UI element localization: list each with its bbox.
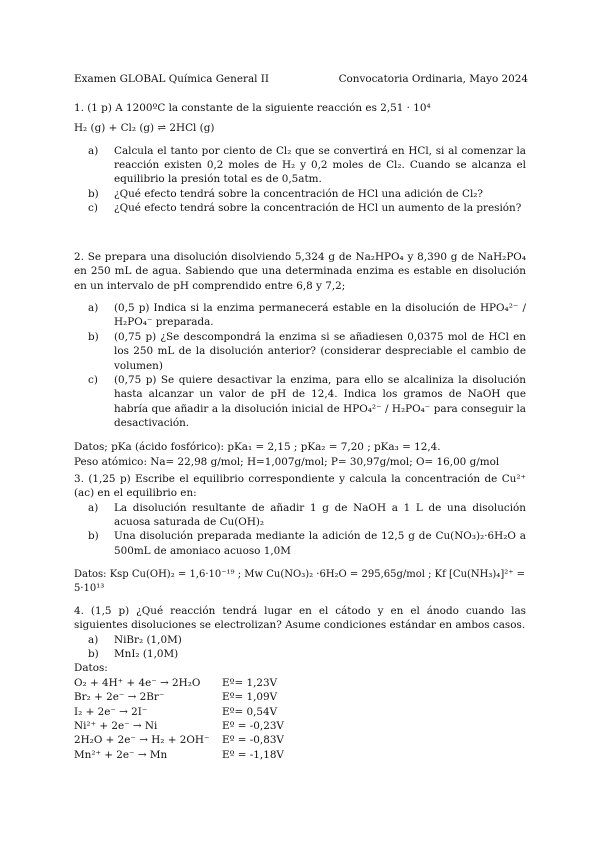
question-4-item-a bbox=[88, 633, 526, 647]
standard-potential: Eº= 1,09V bbox=[222, 691, 278, 704]
half-reaction: O₂ + 4H⁺ + 4e⁻ → 2H₂O bbox=[74, 676, 201, 689]
item-label: a) bbox=[88, 633, 99, 646]
question-2-item-b bbox=[88, 330, 526, 373]
half-reaction: I₂ + 2e⁻ → 2I⁻ bbox=[74, 705, 148, 718]
question-1-statement: 1. (1 p) A 1200ºC la constante de la siguiente reacción es 2,51 · 10⁴ bbox=[74, 102, 431, 114]
item-text: Calcula el tanto por ciento de Cl₂ que se convertirá en HCl, si al comenzar la reacción existen 0,2 moles de H₂ y 0,2 moles de Cl₂. Cuando se alcanza el equilibrio la presión total es de 0,5atm. bbox=[114, 144, 526, 186]
question-2-items bbox=[74, 301, 526, 430]
question-3-data: Datos: Ksp Cu(OH)₂ = 1,6·10⁻¹⁹ ; Mw Cu(NO₃)₂ ·6H₂O = 295,65g/mol ; Kf [Cu(NH₃)₄]²⁺ = 5·10¹³ bbox=[74, 569, 526, 594]
question-1-reaction: H₂ (g) + Cl₂ (g) ⇌ 2HCl (g) bbox=[74, 122, 215, 135]
item-text: La disolución resultante de añadir 1 g de NaOH a 1 L de una disolución acuosa saturada de Cu(OH)₂ bbox=[114, 501, 526, 529]
potential-row bbox=[74, 690, 284, 704]
reduction-potentials-table bbox=[74, 676, 284, 762]
question-1-item-c bbox=[88, 201, 526, 215]
item-label: b) bbox=[88, 648, 99, 661]
question-2-statement: 2. Se prepara una disolución disolviendo 5,324 g de Na₂HPO₄ y 8,390 g de NaH₂PO₄ en 250 mL de agua. Sabiendo que una determinada enzima es estable en disolución en un intervalo de pH comprendido entre 6,8 y 7,2; bbox=[74, 251, 526, 292]
standard-potential: Eº = -0,23V bbox=[222, 719, 284, 732]
question-2 bbox=[74, 250, 526, 469]
item-text: NiBr₂ (1,0M) bbox=[114, 633, 182, 646]
question-4-data-title: Datos: bbox=[74, 662, 108, 675]
half-reaction: Mn²⁺ + 2e⁻ → Mn bbox=[74, 748, 168, 761]
half-reaction: 2H₂O + 2e⁻ → H₂ + 2OH⁻ bbox=[74, 734, 210, 747]
question-4-statement: 4. (1,5 p) ¿Qué reacción tendrá lugar en el cátodo y en el ánodo cuando las siguientes disoluciones se electrolizan? Asume condiciones estándar en ambos casos. bbox=[74, 605, 526, 632]
question-1-items bbox=[74, 144, 526, 216]
standard-potential: Eº= 0,54V bbox=[222, 705, 278, 718]
potential-row bbox=[74, 748, 284, 762]
question-1-item-a bbox=[88, 144, 526, 187]
potential-row bbox=[74, 719, 284, 733]
question-1 bbox=[74, 101, 526, 216]
item-text: (0,5 p) Indica si la enzima permanecerá estable en la disolución de HPO₄²⁻ / H₂PO₄⁻ preparada. bbox=[114, 302, 526, 329]
question-2-data-pka: Datos; pKa (ácido fosfórico): pKa₁ = 2,15 ; pKa₂ = 7,20 ; pKa₃ = 12,4. bbox=[74, 441, 441, 454]
standard-potential: Eº = -0,83V bbox=[222, 734, 284, 747]
item-label: b) bbox=[88, 330, 99, 343]
item-label: c) bbox=[88, 373, 98, 386]
question-3 bbox=[74, 472, 526, 596]
exam-session: Convocatoria Ordinaria, Mayo 2024 bbox=[338, 73, 528, 85]
item-text: (0,75 p) Se quiere desactivar la enzima, para ello se alcaliniza la disolución hasta alcanzar un valor de pH de 12,4. Indica los gramos de NaOH que habría que añadir a la disolución inicial de HPO₄²⁻ / H₂PO₄⁻ para conseguir la desactivación. bbox=[114, 373, 526, 429]
item-label: b) bbox=[88, 187, 99, 200]
question-3-item-a bbox=[88, 501, 526, 530]
half-reaction: Ni²⁺ + 2e⁻ → Ni bbox=[74, 719, 158, 732]
item-label: a) bbox=[88, 501, 99, 514]
standard-potential: Eº= 1,23V bbox=[222, 676, 278, 689]
question-3-item-b bbox=[88, 529, 526, 558]
item-text: Una disolución preparada mediante la adición de 12,5 g de Cu(NO₃)₂·6H₂O a 500mL de amoniaco acuoso 1,0M bbox=[114, 530, 526, 557]
page-header bbox=[74, 72, 528, 86]
standard-potential: Eº = -1,18V bbox=[222, 748, 284, 761]
item-label: a) bbox=[88, 144, 99, 157]
question-2-item-a bbox=[88, 301, 526, 330]
question-3-statement: 3. (1,25 p) Escribe el equilibrio correspondiente y calcula la concentración de Cu²⁺ (ac) en el equilibrio en: bbox=[74, 473, 526, 500]
question-4 bbox=[74, 604, 526, 762]
potential-row bbox=[74, 733, 284, 747]
potential-row bbox=[74, 705, 284, 719]
question-3-items bbox=[74, 501, 526, 558]
question-4-item-b bbox=[88, 647, 526, 661]
item-label: a) bbox=[88, 302, 99, 315]
question-2-data-atomic-weights: Peso atómico: Na= 22,98 g/mol; H=1,007g/mol; P= 30,97g/mol; O= 16,00 g/mol bbox=[74, 455, 500, 468]
item-text: ¿Qué efecto tendrá sobre la concentración de HCl un aumento de la presión? bbox=[114, 202, 522, 215]
question-4-items bbox=[74, 633, 526, 662]
item-text: ¿Qué efecto tendrá sobre la concentración de HCl una adición de Cl₂? bbox=[114, 187, 483, 200]
item-text: (0,75 p) ¿Se descompondrá la enzima si se añadiesen 0,0375 mol de HCl en los 250 mL de la disolución anterior? (considerar despreciable el cambio de volumen) bbox=[114, 330, 526, 372]
exam-title: Examen GLOBAL Química General II bbox=[74, 73, 270, 85]
question-2-item-c bbox=[88, 373, 526, 430]
item-label: c) bbox=[88, 202, 98, 215]
question-1-item-b bbox=[88, 187, 526, 201]
half-reaction: Br₂ + 2e⁻ → 2Br⁻ bbox=[74, 691, 165, 704]
potential-row bbox=[74, 676, 284, 690]
item-text: MnI₂ (1,0M) bbox=[114, 648, 179, 661]
item-label: b) bbox=[88, 530, 99, 543]
